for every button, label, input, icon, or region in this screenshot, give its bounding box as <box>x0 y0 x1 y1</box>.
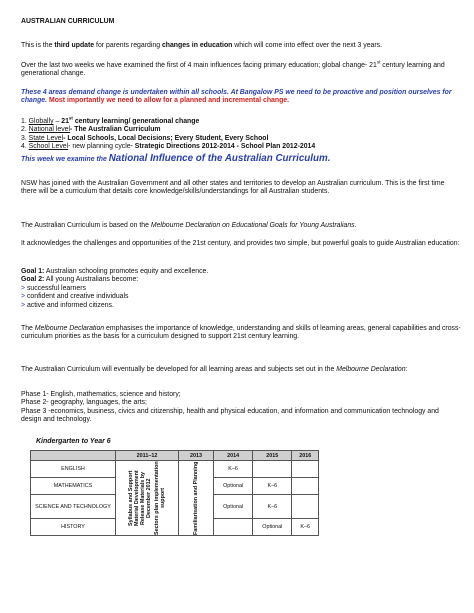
p7-text-end: emphasises the importance of knowledge, understanding and skills of learning areas, general capabilities and cross-curriculum priorities as the basis for a curriculum designed to support 21st century learning. <box>21 325 461 341</box>
week-heading-small: This week we examine the <box>21 156 109 163</box>
table-cell: Optional <box>253 518 292 535</box>
table-cell <box>292 461 319 478</box>
table-cell: Optional <box>214 478 253 495</box>
goal-2 <box>21 276 461 284</box>
goal-1 <box>21 268 461 276</box>
phase-item: Phase 3 -economics, business, civics and citizenship, health and physical education, and information and communication technology and design and technology. <box>21 407 439 424</box>
list-item <box>21 302 461 310</box>
goal-item: active and informed citizens. <box>26 301 114 309</box>
global-change-paragraph <box>21 59 461 79</box>
table-cell: K–6 <box>253 495 292 519</box>
list-number: 1. <box>21 118 29 125</box>
p8-italic: Melbourne Declaration <box>336 366 406 373</box>
intro-text-end: which will come into effect over the next 3 years. <box>232 42 383 49</box>
intro-text-mid: for parents regarding <box>94 42 162 49</box>
table-cell <box>292 495 319 519</box>
p8-text: The Australian Curriculum will eventually be developed for all learning areas and subjects set out in the <box>21 366 337 373</box>
melbourne-italic: Melbourne Declaration on Educational Goals for Young Australians. <box>150 222 357 229</box>
bullet-icon: > <box>21 301 26 309</box>
list-bold-rest: century learning/ generational change <box>72 118 200 125</box>
change-statement-blue: These 4 areas demand change is undertaken within all schools. At Bangalow PS we need to be proactive and position ourselves for change. <box>21 89 452 105</box>
goal-label: Goal 1: <box>21 268 45 275</box>
nsw-paragraph: NSW has joined with the Australian Government and all other states and territories to develop an Australian curriculum. This is the first time there will be a curriculum that details core knowledge/skills/understandings for all Australian students. <box>21 180 445 196</box>
header-cell: 2016 <box>292 451 319 461</box>
subject-cell: MATHEMATICS <box>31 478 116 495</box>
melbourne-text: The Australian Curriculum is based on the <box>21 222 151 229</box>
change-statement <box>21 89 461 106</box>
intro-bold-1: third update <box>54 42 95 49</box>
challenges-paragraph: It acknowledges the challenges and opportunities of the 21st century, and provides two simple, but powerful goals to guide Australian education: <box>21 240 460 247</box>
global-change-text-2: century learning and generational change. <box>21 62 445 78</box>
list-dash: – <box>53 118 62 125</box>
phase-item: Phase 1- English, mathematics, science and history; <box>21 391 181 398</box>
goal-text: Australian schooling promotes equity and excellence. <box>44 268 209 275</box>
list-bold: - The Australian Curriculum <box>70 126 161 134</box>
list-number: 4. <box>21 143 29 151</box>
vertical-label: Syllabus and Support Material Development Release Materials by December 2012 <box>128 470 152 526</box>
list-bold: Strategic Directions 2012-2014 - School Plan 2012-2014 <box>134 143 316 151</box>
table-cell: Optional <box>214 495 253 519</box>
p8-text-end: : <box>405 366 408 373</box>
curriculum-timeline-table <box>30 450 319 536</box>
vertical-label: Sectors plan implementation support <box>154 461 166 535</box>
list-number: 2. <box>21 126 29 134</box>
intro-bold-2: changes in education <box>161 42 233 49</box>
header-cell: 2014 <box>214 451 253 461</box>
table-cell: K–6 <box>292 518 319 535</box>
week-heading-big: National Influence of the Australian Curriculum. <box>108 153 331 164</box>
header-cell <box>31 451 116 461</box>
p7-text: The <box>21 325 35 332</box>
bullet-icon: > <box>21 293 26 301</box>
table-row <box>31 461 319 478</box>
list-plain: - new planning cycle- <box>68 143 135 151</box>
week-heading <box>21 155 461 164</box>
superscript: st <box>376 59 381 65</box>
link-school-level[interactable]: School Level <box>28 143 69 151</box>
list-item <box>21 285 461 293</box>
phases-list <box>21 391 461 425</box>
phase-2011-cell <box>116 461 179 536</box>
melbourne-declaration-paragraph <box>21 325 461 342</box>
list-item <box>21 143 461 151</box>
subject-cell: SCIENCE AND TECHNOLOGY <box>31 495 116 519</box>
table-cell <box>292 478 319 495</box>
table-caption: Kindergarten to Year 6 <box>36 438 111 445</box>
link-globally[interactable]: Globally <box>28 118 54 125</box>
goal-text: All young Australians become: <box>44 276 139 284</box>
list-bold: 21 <box>61 118 69 125</box>
header-cell: 2013 <box>179 451 214 461</box>
change-statement-red: Most importantly we need to allow for a planned and incremental change. <box>47 97 290 105</box>
intro-text: This is the <box>21 42 55 49</box>
global-change-text: Over the last two weeks we have examined the first of 4 main influences facing primary education; global change- 21 <box>21 62 377 69</box>
bullet-icon: > <box>21 284 26 292</box>
p7-italic: Melbourne Declaration <box>34 325 105 332</box>
goal-label: Goal 2: <box>21 276 45 284</box>
goals-block <box>21 268 461 310</box>
phase-2013-cell <box>179 461 214 536</box>
link-national-level[interactable]: National level <box>28 126 71 134</box>
superscript: st <box>68 115 73 121</box>
list-item <box>21 126 461 134</box>
table-cell: K–6 <box>253 478 292 495</box>
development-paragraph <box>21 366 461 374</box>
list-bold: - Local Schools, Local Decisions; Every Student, Every School <box>63 134 269 142</box>
header-cell: 2011–12 <box>116 451 179 461</box>
list-item <box>21 115 461 126</box>
melbourne-paragraph <box>21 222 461 230</box>
document-heading: AUSTRALIAN CURRICULUM <box>21 18 115 25</box>
header-cell: 2015 <box>253 451 292 461</box>
table-cell <box>253 461 292 478</box>
intro-paragraph <box>21 42 461 50</box>
goal-item: confident and creative individuals <box>26 293 129 301</box>
goal-item: successful learners <box>26 284 86 292</box>
list-item <box>21 293 461 301</box>
table-cell <box>214 518 253 535</box>
phase-item: Phase 2- geography, languages, the arts; <box>21 399 147 407</box>
link-state-level[interactable]: State Level <box>28 134 64 142</box>
list-number: 3. <box>21 134 29 142</box>
vertical-label: Familiarisation and Planning <box>193 461 199 535</box>
table-cell: K–6 <box>214 461 253 478</box>
table-header-row <box>31 451 319 461</box>
influences-list <box>21 115 461 152</box>
subject-cell: ENGLISH <box>31 461 116 478</box>
subject-cell: HISTORY <box>31 518 116 535</box>
list-item <box>21 135 461 143</box>
